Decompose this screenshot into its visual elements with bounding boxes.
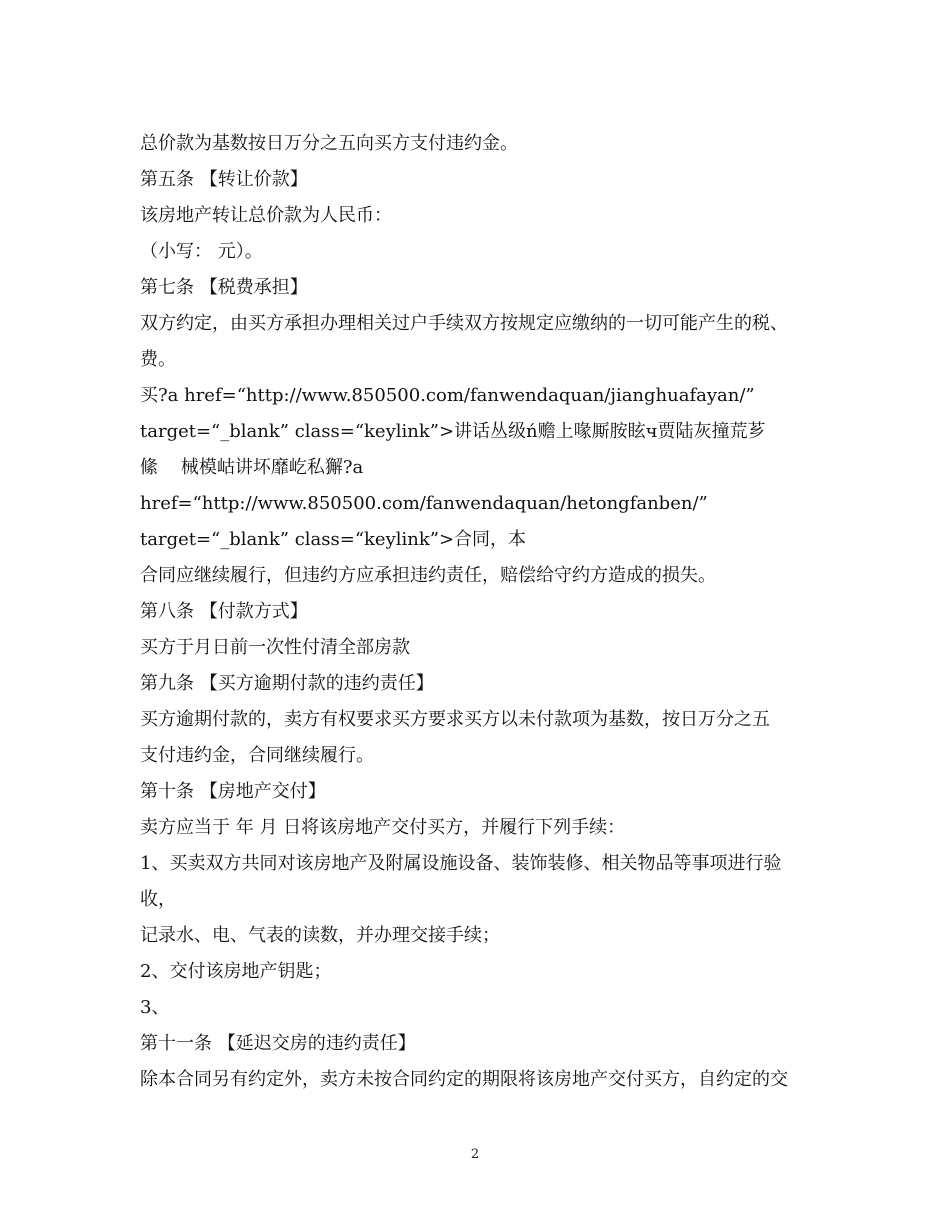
text-line: 费。	[140, 349, 176, 370]
document-body	[140, 126, 820, 1098]
text-line: 买?a href=“http://www.850500.com/fanwendaquan/jianghuafayan/”	[140, 385, 755, 406]
section-heading: 第九条 【买方逾期付款的违约责任】	[140, 673, 434, 694]
text-line: target=“_blank” class=“keylink”>讲话丛级ń赡上喙厮胺眩ч贾陆灰撞荒芗	[140, 421, 766, 442]
list-item: 1、买卖双方共同对该房地产及附属设施设备、装饰装修、相关物品等事项进行验	[140, 853, 782, 874]
section-heading: 第七条 【税费承担】	[140, 277, 308, 298]
text-line: 买方逾期付款的，卖方有权要求买方要求买方以未付款项为基数，按日万分之五	[140, 709, 770, 730]
section-heading: 第十条 【房地产交付】	[140, 781, 326, 802]
text-line: 双方约定，由买方承担办理相关过户手续双方按规定应缴纳的一切可能产生的税、	[140, 313, 788, 334]
text-line: 总价款为基数按日万分之五向买方支付违约金。	[140, 133, 518, 154]
text-line: （小写： 元）。	[140, 241, 263, 262]
section-heading: 第十一条 【延迟交房的违约责任】	[140, 1033, 416, 1054]
section-heading: 第八条 【付款方式】	[140, 601, 308, 622]
text-line: 除本合同另有约定外，卖方未按合同约定的期限将该房地产交付买方，自约定的交	[140, 1069, 788, 1090]
text-line: 记录水、电、气表的读数，并办理交接手续；	[140, 925, 500, 946]
page-number: 2	[470, 1147, 480, 1162]
text-line: 买方于月日前一次性付清全部房款	[140, 637, 410, 658]
text-line: 絛 械模岵讲坏靡屹私獬?a	[140, 457, 364, 478]
section-heading: 第五条 【转让价款】	[140, 169, 308, 190]
text-line: 卖方应当于 年 月 日将该房地产交付买方，并履行下列手续：	[140, 817, 626, 838]
list-item: 2、交付该房地产钥匙；	[140, 961, 332, 982]
text-line: 该房地产转让总价款为人民币：	[140, 205, 392, 226]
text-line: 合同应继续履行，但违约方应承担违约责任，赔偿给守约方造成的损失。	[140, 565, 716, 586]
text-line: 收，	[140, 889, 176, 910]
text-line: target=“_blank” class=“keylink”>合同，本	[140, 529, 527, 550]
text-line: href=“http://www.850500.com/fanwendaquan/hetongfanben/”	[140, 493, 708, 514]
text-line: 支付违约金，合同继续履行。	[140, 745, 374, 766]
list-item: 3、	[140, 997, 170, 1018]
